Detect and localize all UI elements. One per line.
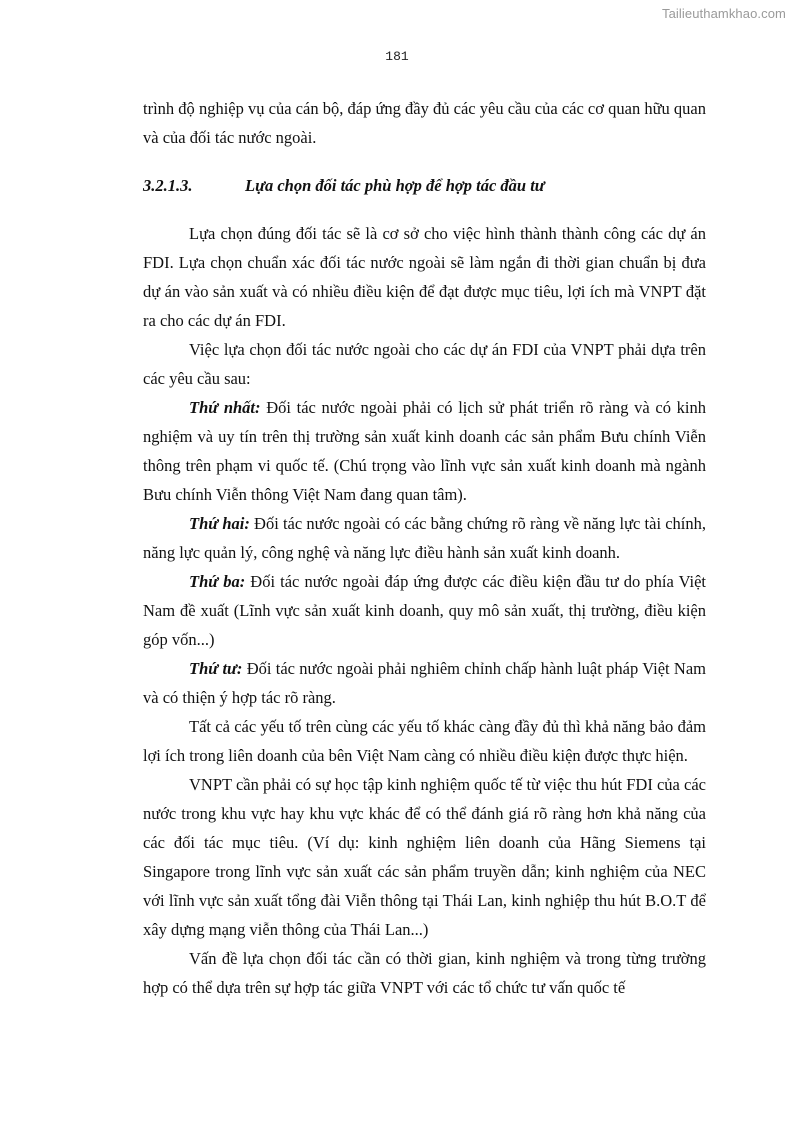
paragraph: Việc lựa chọn đối tác nước ngoài cho các dự án FDI của VNPT phải dựa trên các yêu cầu sau: — [143, 340, 706, 388]
item-lead: Thứ tư: — [189, 659, 243, 678]
list-item — [143, 509, 706, 567]
list-item — [143, 567, 706, 654]
item-text: Đối tác nước ngoài phải có lịch sử phát triển rõ ràng và có kinh nghiệm và uy tín trên thị trường sản xuất kinh doanh các sản phẩm Bưu chính Viễn thông trên phạm vi quốc tế. (Chú trọng vào lĩnh vực sản xuất kinh doanh mà ngành Bưu chính Viễn thông Việt Nam đang quan tâm). — [143, 398, 706, 504]
watermark: Tailieuthamkhao.com — [661, 6, 786, 21]
paragraph-intro: trình độ nghiệp vụ của cán bộ, đáp ứng đầy đủ các yêu cầu của các cơ quan hữu quan và của đối tác nước ngoài. — [143, 99, 706, 147]
paragraph: VNPT cần phải có sự học tập kinh nghiệm quốc tế từ việc thu hút FDI của các nước trong khu vực hay khu vực khác để có thể đánh giá rõ ràng hơn khả năng của các đối tác mục tiêu. (Ví dụ: kinh nghiệm liên doanh của Hãng Siemens tại Singapore trong lĩnh vực sản xuất các sản phẩm truyền dẫn; kinh nghiệm của NEC với lĩnh vực sản xuất tổng đài Viễn thông tại Thái Lan, kinh nghiệp thu hút B.O.T để xây dựng mạng viễn thông của Thái Lan...) — [143, 775, 706, 939]
document-body — [143, 94, 706, 1002]
section-number: 3.2.1.3. — [143, 176, 193, 195]
item-lead: Thứ nhất: — [189, 398, 261, 417]
page-number: 181 — [385, 49, 409, 64]
item-text: Đối tác nước ngoài có các bằng chứng rõ ràng về năng lực tài chính, năng lực quản lý, công nghệ và năng lực điều hành sản xuất kinh doanh. — [143, 514, 706, 562]
item-text: Đối tác nước ngoài phải nghiêm chỉnh chấp hành luật pháp Việt Nam và có thiện ý hợp tác rõ ràng. — [143, 659, 707, 707]
item-lead: Thứ ba: — [189, 572, 246, 591]
item-text: Đối tác nước ngoài đáp ứng được các điều kiện đầu tư do phía Việt Nam đề xuất (Lĩnh vực sản xuất kinh doanh, quy mô sản xuất, thị trường, điều kiện góp vốn...) — [143, 572, 706, 649]
list-item — [143, 654, 706, 712]
section-heading — [143, 171, 706, 200]
paragraph: Tất cả các yếu tố trên cùng các yếu tố khác càng đầy đủ thì khả năng bảo đảm lợi ích trong liên doanh của bên Việt Nam càng có nhiều điều kiện được thực hiện. — [143, 717, 706, 765]
section-title: Lựa chọn đối tác phù hợp để hợp tác đầu tư — [245, 176, 545, 195]
paragraph: Lựa chọn đúng đối tác sẽ là cơ sở cho việc hình thành thành công các dự án FDI. Lựa chọn chuẩn xác đối tác nước ngoài sẽ làm ngắn đi thời gian chuẩn bị đưa dự án vào sản xuất và có nhiều điều kiện để đạt được mục tiêu, lợi ích mà VNPT đặt ra cho các dự án FDI. — [143, 224, 706, 330]
item-lead: Thứ hai: — [189, 514, 250, 533]
list-item — [143, 393, 706, 509]
paragraph: Vấn đề lựa chọn đối tác cần có thời gian, kinh nghiệm và trong từng trường hợp có thể dựa trên sự hợp tác giữa VNPT với các tổ chức tư vấn quốc tế — [143, 949, 706, 997]
